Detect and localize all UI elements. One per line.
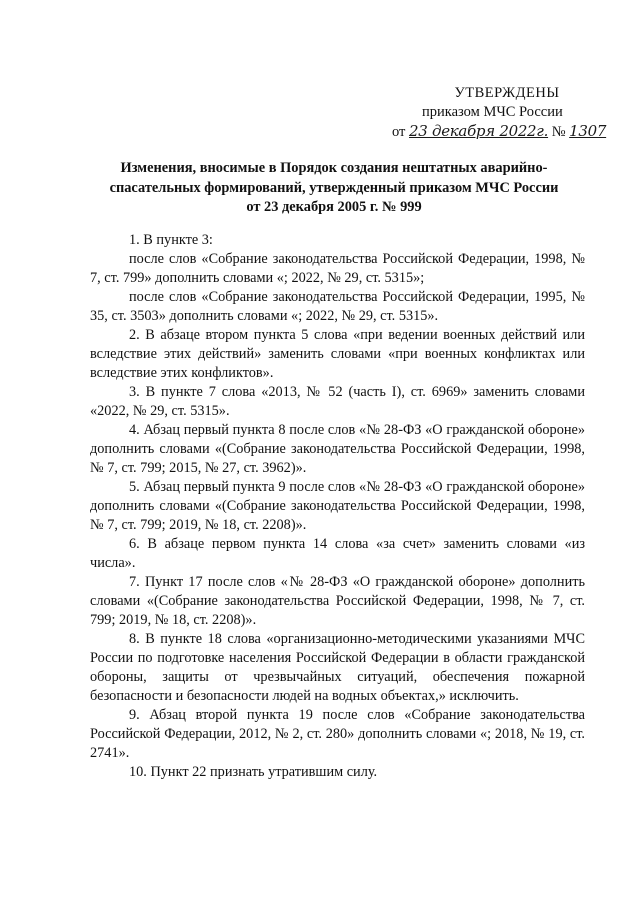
paragraph-3: 3. В пункте 7 слова «2013, № 52 (часть I), ст. 6969» заменить словами «2022, № 29, ст. 5315».	[90, 384, 585, 419]
paragraph-9: 9. Абзац второй пункта 19 после слов «Собрание законодательства Российской Федерации, 2012, № 2, ст. 280» дополнить словами «; 2018, № 19, ст. 2741».	[90, 707, 585, 761]
title-line-2: спасательных формирований, утвержденный приказом МЧС России	[109, 179, 559, 196]
approval-from-prefix: от	[392, 124, 406, 140]
title-line-1: Изменения, вносимые в Порядок создания нештатных аварийно-	[120, 160, 548, 176]
approval-number-label: №	[551, 124, 566, 140]
paragraph-1-sub-2: после слов «Собрание законодательства Российской Федерации, 1995, № 35, ст. 3503» дополнить словами «; 2022, № 29, ст. 5315».	[90, 289, 585, 324]
document-title	[96, 159, 572, 218]
approval-heading: УТВЕРЖДЕНЫ	[454, 85, 560, 101]
paragraph-1-sub-1: после слов «Собрание законодательства Российской Федерации, 1998, № 7, ст. 799» дополнить словами «; 2022, № 29, ст. 5315»;	[90, 251, 585, 286]
paragraph-6: 6. В абзаце первом пункта 14 слова «за счет» заменить словами «из числа».	[90, 536, 585, 571]
document-body	[90, 231, 585, 782]
handwritten-date: 23 декабря 2022г.	[409, 122, 549, 140]
paragraph-10: 10. Пункт 22 признать утратившим силу.	[129, 764, 378, 780]
paragraph-5: 5. Абзац первый пункта 9 после слов «№ 28-ФЗ «О гражданской обороне» дополнить словами «(Собрание законодательства Российской Федерации, 1998, № 7, ст. 799; 2019, № 18, ст. 2208)».	[90, 479, 585, 533]
approval-date-line	[392, 122, 607, 142]
title-line-3: от 23 декабря 2005 г. № 999	[246, 199, 422, 215]
handwritten-order-number: 1307	[569, 122, 607, 140]
paragraph-4: 4. Абзац первый пункта 8 после слов «№ 28-ФЗ «О гражданской обороне» дополнить словами «(Собрание законодательства Российской Федерации, 1998, № 7, ст. 799; 2015, № 27, ст. 3962)».	[90, 422, 585, 476]
paragraph-2: 2. В абзаце втором пункта 5 слова «при ведении военных действий или вследствие этих действий» заменить словами «при военных конфликтах или вследствие этих конфликтов».	[90, 327, 585, 381]
paragraph-8: 8. В пункте 18 слова «организационно-методическими указаниями МЧС России по подготовке населения Российской Федерации в области гражданской обороны, защиты от чрезвычайных ситуаций, обеспечения пожарной безопасности и безопасности людей на водных объектах,» исключить.	[90, 631, 585, 704]
approval-order-line: приказом МЧС России	[422, 104, 563, 120]
approval-block	[392, 84, 607, 142]
paragraph-7: 7. Пункт 17 после слов «№ 28-ФЗ «О гражданской обороне» дополнить словами «(Собрание законодательства Российской Федерации, 1998, № 7, ст. 799; 2019, № 18, ст. 2208)».	[90, 574, 585, 628]
paragraph-1: 1. В пункте 3:	[129, 232, 213, 248]
